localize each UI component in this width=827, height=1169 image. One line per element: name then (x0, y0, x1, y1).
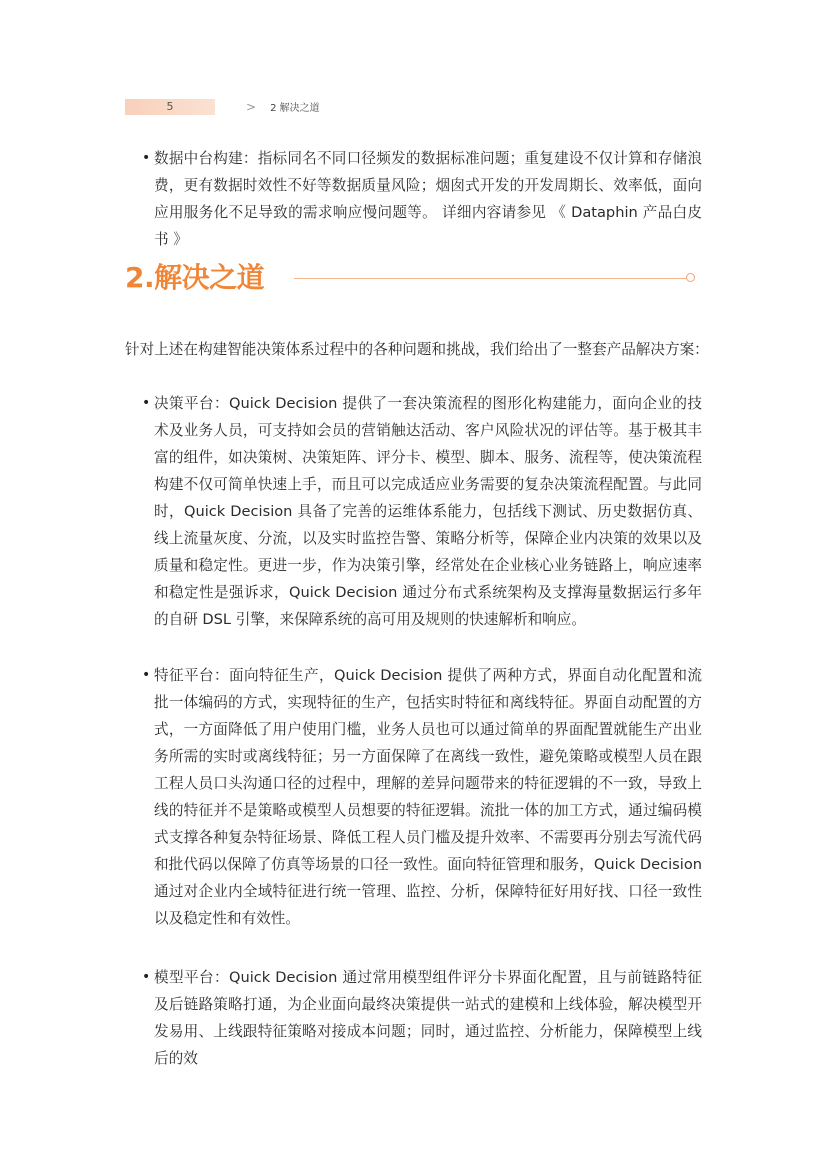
breadcrumb (246, 99, 320, 115)
bullet-decision-platform: 决策平台：Quick Decision 提供了一套决策流程的图形化构建能力，面向企业的技术及业务人员，可支持如会员的营销触达活动、客户风险状况的评估等。基于极其丰富的组件，如决策树、决策矩阵、评分卡、模型、脚本、服务、流程等，使决策流程构建不仅可简单快速上手，而且可以完成适应业务需要的复杂决策流程配置。与此同时，Quick Decision 具备了完善的运维体系能力，包括线下测试、历史数据仿真、线上流量灰度、分流，以及实时监控告警、策略分析等，保障企业内决策的效果以及质量和稳定性。更进一步，作为决策引擎，经常处在企业核心业务链路上，响应速率和稳定性是强诉求，Quick Decision 通过分布式系统架构及支撑海量数据运行多年的自研 DSL 引擎，来保障系统的高可用及规则的快速解析和响应。 (154, 395, 702, 628)
title-divider (294, 278, 686, 279)
bullet-dot-icon: • (142, 150, 151, 166)
section-title: 2.解决之道 (125, 261, 265, 294)
bullet-feature-platform: 特征平台：面向特征生产，Quick Decision 提供了两种方式，界面自动化配置和流批一体编码的方式，实现特征的生产，包括实时特征和离线特征。界面自动配置的方式，一方面降低了用户使用门槛，业务人员也可以通过简单的界面配置就能生产出业务所需的实时或离线特征；另一方面保障了在离线一致性，避免策略或模型人员在跟工程人员口头沟通口径的过程中，理解的差异问题带来的特征逻辑的不一致，导致上线的特征并不是策略或模型人员想要的特征逻辑。流批一体的加工方式，通过编码模式支撑各种复杂特征场景、降低工程人员门槛及提升效率、不需要再分别去写流代码和批代码以保障了仿真等场景的口径一致性。面向特征管理和服务，Quick Decision 通过对企业内全域特征进行统一管理、监控、分析，保障特征好用好找、口径一致性以及稳定性和有效性。 (154, 667, 702, 927)
breadcrumb-section: 2 解决之道 (270, 103, 320, 114)
page-number: 5 (166, 100, 174, 113)
bullet-dot-icon: • (142, 395, 151, 411)
chevron-right-icon: > (246, 100, 257, 114)
section-intro: 针对上述在构建智能决策体系过程中的各种问题和挑战，我们给出了一整套产品解决方案： (125, 341, 709, 358)
bullet-dot-icon: • (142, 667, 151, 683)
bullet-dot-icon: • (142, 969, 151, 985)
top-bullet-text: 数据中台构建：指标同名不同口径频发的数据标准问题；重复建设不仅计算和存储浪费，更有数据时效性不好等数据质量风险；烟囱式开发的开发周期长、效率低，面向应用服务化不足导致的需求响应慢问题等。 详细内容请参见 《 Dataphin 产品白皮书 》 (154, 150, 702, 248)
title-circle-icon (686, 273, 695, 282)
bullet-model-platform: 模型平台：Quick Decision 通过常用模型组件评分卡界面化配置，且与前链路特征及后链路策略打通，为企业面向最终决策提供一站式的建模和上线体验，解决模型开发易用、上线跟特征策略对接成本问题；同时，通过监控、分析能力，保障模型上线后的效 (154, 969, 702, 1067)
